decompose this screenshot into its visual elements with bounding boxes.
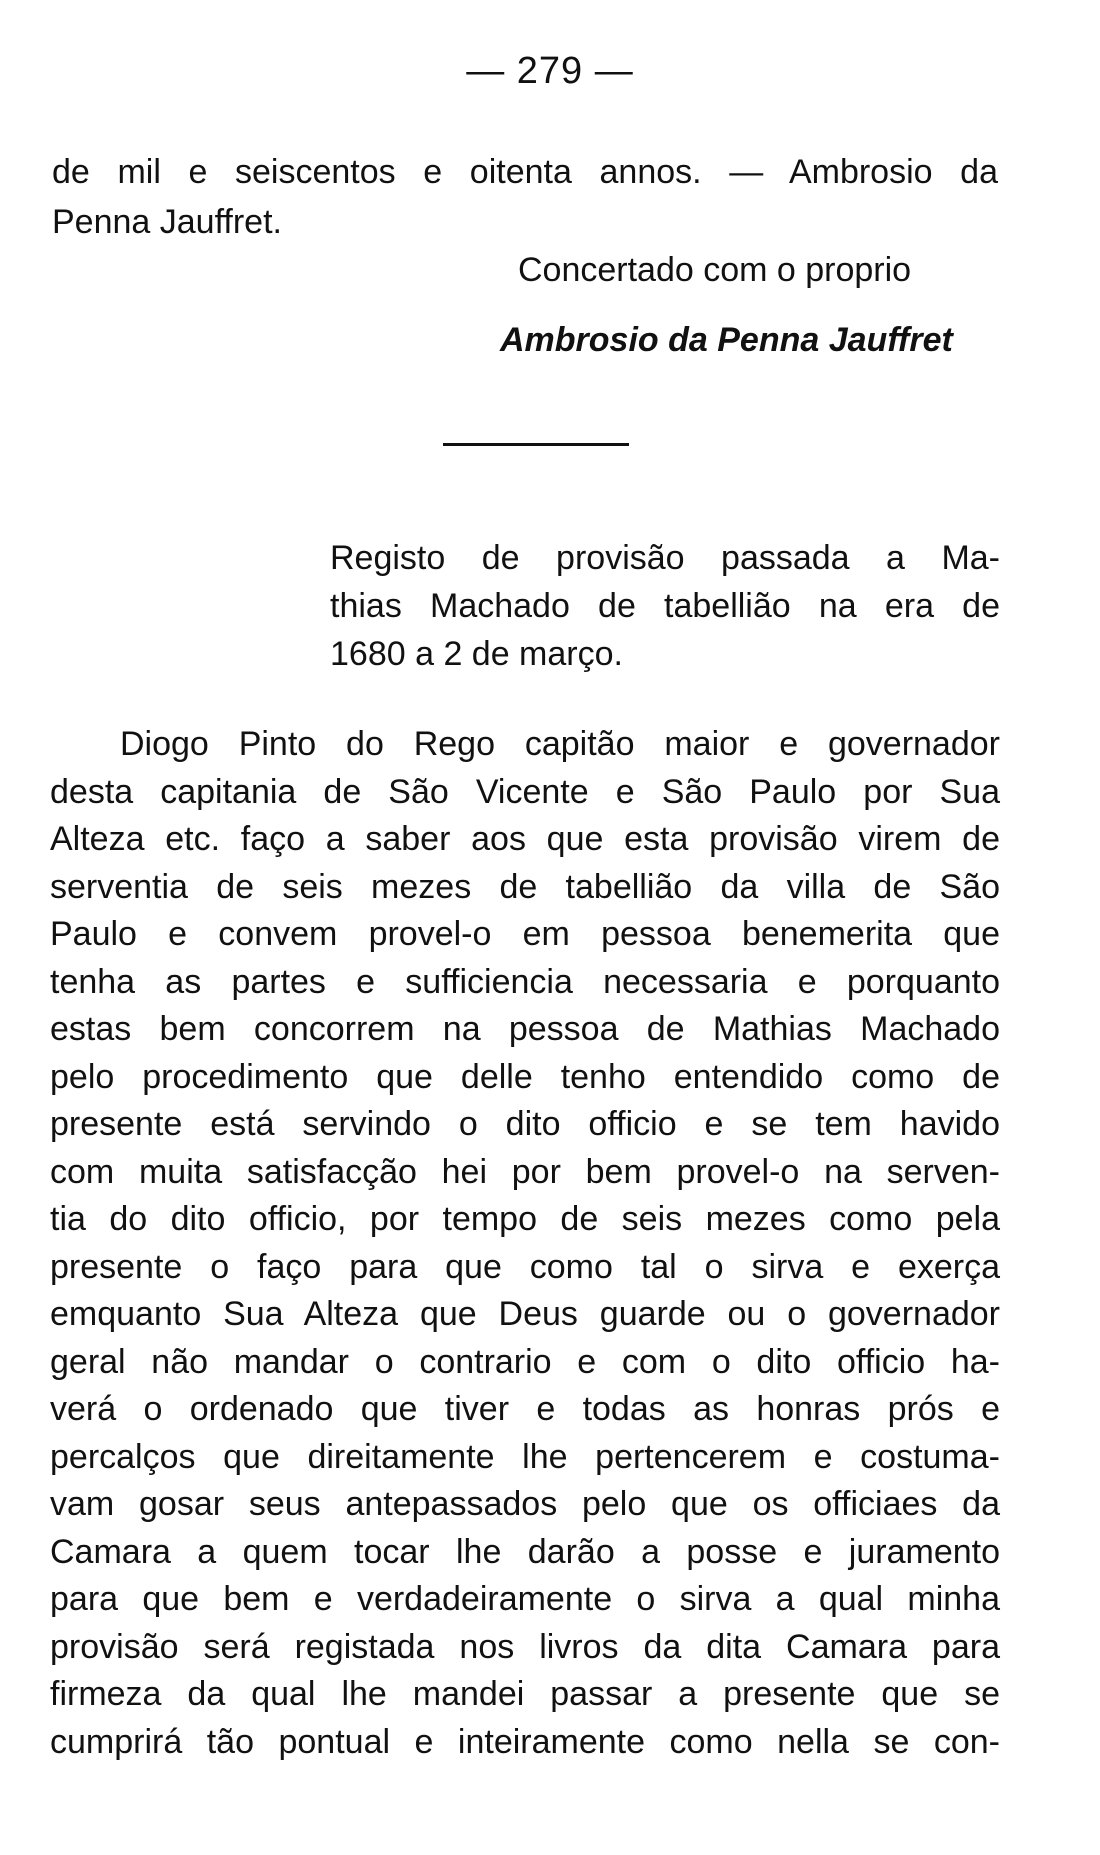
- body-line: para que bem e verdadeiramente o sirva a qual minha: [50, 1580, 1000, 1618]
- body-line: com muita satisfacção hei por bem provel-o na serven-: [50, 1153, 1000, 1191]
- section-heading-line: 1680 a 2 de março.: [330, 635, 623, 673]
- body-line: geral não mandar o contrario e com o dito officio ha-: [50, 1343, 1000, 1381]
- body-line: Alteza etc. faço a saber aos que esta provisão virem de: [50, 820, 1000, 858]
- body-line: Diogo Pinto do Rego capitão maior e governador: [120, 725, 1000, 763]
- body-line: firmeza da qual lhe mandei passar a presente que se: [50, 1675, 1000, 1713]
- body-line: cumprirá tão pontual e inteiramente como nella se con-: [50, 1723, 1000, 1761]
- body-line: presente o faço para que como tal o sirva e exerça: [50, 1248, 1000, 1286]
- body-line: Camara a quem tocar lhe darão a posse e juramento: [50, 1533, 1000, 1571]
- body-line: vam gosar seus antepassados pelo que os officiaes da: [50, 1485, 1000, 1523]
- intro-line: Penna Jauffret.: [52, 203, 282, 241]
- body-line: tia do dito officio, por tempo de seis mezes como pela: [50, 1200, 1000, 1238]
- intro-line: de mil e seiscentos e oitenta annos. — Ambrosio da: [52, 153, 998, 191]
- body-line: pelo procedimento que delle tenho entendido como de: [50, 1058, 1000, 1096]
- body-line: emquanto Sua Alteza que Deus guarde ou o governador: [50, 1295, 1000, 1333]
- page-number: — 279 —: [466, 50, 634, 92]
- body-line: provisão será registada nos livros da dita Camara para: [50, 1628, 1000, 1666]
- section-heading-line: thias Machado de tabellião na era de: [330, 587, 1000, 625]
- body-line: serventia de seis mezes de tabellião da villa de São: [50, 868, 1000, 906]
- signature: Ambrosio da Penna Jauffret: [500, 321, 953, 359]
- attestation-line: Concertado com o proprio: [518, 251, 912, 289]
- body-line: estas bem concorrem na pessoa de Mathias Machado: [50, 1010, 1000, 1048]
- section-divider: [443, 443, 629, 446]
- section-heading-line: Registo de provisão passada a Ma-: [330, 539, 1000, 577]
- body-line: tenha as partes e sufficiencia necessaria e porquanto: [50, 963, 1000, 1001]
- body-line: desta capitania de São Vicente e São Paulo por Sua: [50, 773, 1000, 811]
- body-line: Paulo e convem provel-o em pessoa benemerita que: [50, 915, 1000, 953]
- body-line: presente está servindo o dito officio e se tem havido: [50, 1105, 1000, 1143]
- body-line: percalços que direitamente lhe pertencerem e costuma-: [50, 1438, 1000, 1476]
- body-line: verá o ordenado que tiver e todas as honras prós e: [50, 1390, 1000, 1428]
